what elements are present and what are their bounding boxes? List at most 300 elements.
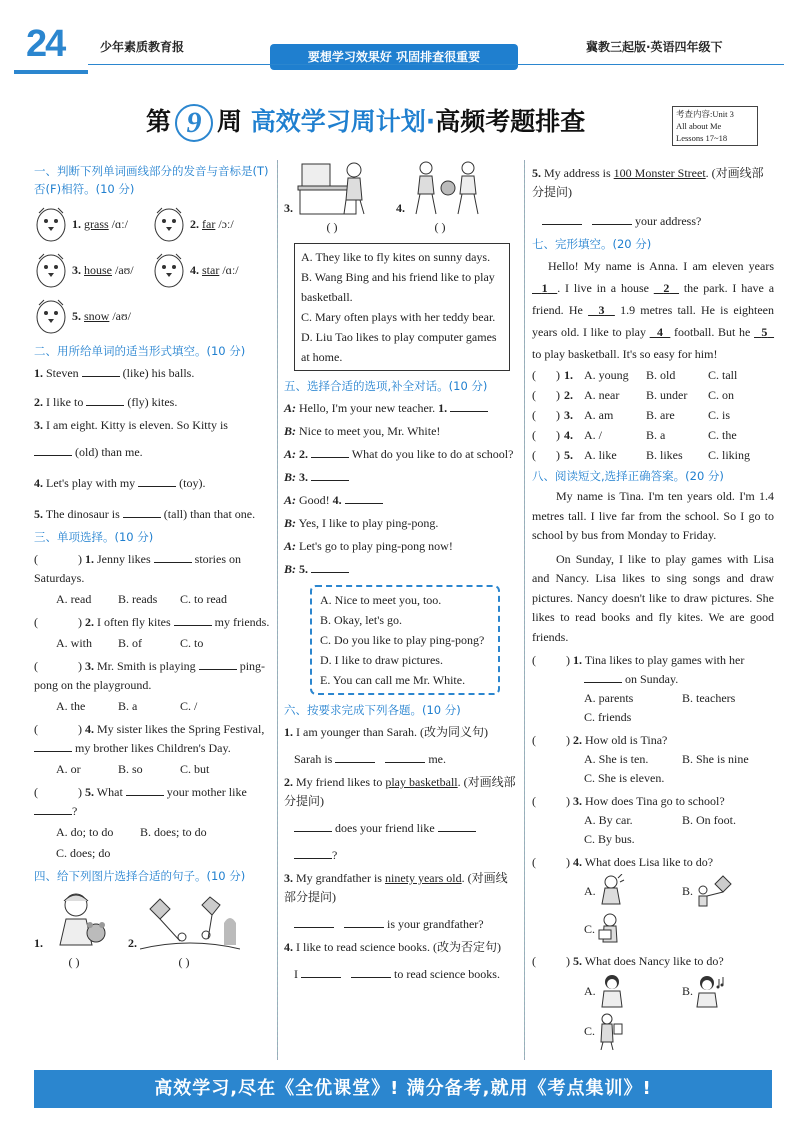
option[interactable]: C. friends xyxy=(584,710,632,724)
speaker: A: xyxy=(284,539,296,553)
option[interactable]: C. By bus. xyxy=(584,832,635,846)
phonics-row xyxy=(34,250,270,290)
blank-number: 2. xyxy=(299,447,308,461)
option[interactable]: B. a xyxy=(118,699,138,713)
edition-label: 冀教三起版·英语四年级下 xyxy=(586,40,723,54)
phonics-item xyxy=(152,251,270,289)
question-number: 2. xyxy=(284,775,293,789)
paren: ) xyxy=(78,659,82,673)
option[interactable]: C. She is eleven. xyxy=(584,771,665,785)
question-text: . (对画线部分提问) xyxy=(284,775,516,808)
girl-singing-icon xyxy=(693,973,729,1009)
section-2-title: 二、用所给单词的适当形式填空。(10 分) xyxy=(34,344,246,358)
answer-slot[interactable] xyxy=(536,385,556,405)
picture-number: 2. xyxy=(128,936,137,950)
title-week-pre: 第 xyxy=(146,107,172,136)
underlined-part: play basketball xyxy=(385,775,458,789)
rewrite-question xyxy=(532,164,774,231)
option: C. Do you like to play ping-pong? xyxy=(320,633,485,647)
question-text: My friend likes to xyxy=(296,775,383,789)
item-number: 3. xyxy=(72,262,81,277)
option-label: B. xyxy=(682,983,694,998)
dialogue-line xyxy=(284,537,518,556)
picture-number: 4. xyxy=(396,201,405,215)
cloze-option-row xyxy=(532,445,774,465)
answer-blank[interactable] xyxy=(123,506,161,518)
item-number: 5. xyxy=(72,308,81,323)
question-text: (toy). xyxy=(179,476,206,490)
question-number: 5. xyxy=(564,448,573,462)
picture-number: 3. xyxy=(284,201,293,215)
option[interactable]: B. under xyxy=(646,388,688,402)
kite-flying-icon xyxy=(693,874,733,908)
option[interactable]: C. on xyxy=(708,388,735,402)
scope-box xyxy=(672,106,758,146)
answer-blank[interactable] xyxy=(294,820,332,832)
item-word: house xyxy=(84,262,112,277)
week-number-badge: 9 xyxy=(175,104,213,142)
cloze-blank[interactable] xyxy=(532,281,557,295)
option[interactable]: A. with xyxy=(56,636,92,650)
cloze-blank[interactable] xyxy=(588,303,615,317)
option[interactable]: A. read xyxy=(56,592,92,606)
answer-blank[interactable] xyxy=(154,551,192,563)
page-number-bar xyxy=(14,70,88,74)
paren: ( xyxy=(532,855,536,869)
answer-slot[interactable] xyxy=(536,405,556,425)
question xyxy=(34,393,270,412)
option[interactable]: A. near xyxy=(584,388,620,402)
options-row xyxy=(34,823,270,842)
answer-blank[interactable] xyxy=(34,803,72,815)
picture-option[interactable] xyxy=(532,910,774,948)
question-number: 5. xyxy=(532,166,541,180)
reading-girl-icon xyxy=(595,912,625,946)
cloze-option-row xyxy=(532,365,774,385)
paren: ) xyxy=(78,552,82,566)
options-row xyxy=(34,697,270,716)
question-number: 3. xyxy=(573,794,582,808)
question-number: 1. xyxy=(564,368,573,382)
paren: ) xyxy=(556,388,560,402)
question-text: (tall) than that one. xyxy=(163,507,256,521)
paren: ( xyxy=(532,653,536,667)
paren: ) xyxy=(566,794,570,808)
answer-blank[interactable] xyxy=(82,365,120,377)
cloze-blank[interactable] xyxy=(754,325,774,339)
chick-icon xyxy=(34,297,68,335)
reading-question xyxy=(532,651,774,727)
question-number: 1. xyxy=(284,725,293,739)
chick-icon xyxy=(152,205,186,243)
option[interactable]: C. but xyxy=(180,762,210,776)
question-number: 2. xyxy=(85,615,94,629)
answer-blank[interactable] xyxy=(311,446,349,458)
option[interactable]: B. On foot. xyxy=(682,813,736,827)
girl-teddy-bear-illustration xyxy=(46,889,114,953)
header-banner: 要想学习效果好 巩固排查很重要 xyxy=(270,44,518,70)
blank-number: 5. xyxy=(299,562,308,576)
answer-slot[interactable] xyxy=(536,425,556,445)
question-text: What does Lisa like to do? xyxy=(584,855,714,869)
cloze-option-row xyxy=(532,425,774,445)
picture-option[interactable] xyxy=(532,1011,774,1051)
question-number: 4. xyxy=(34,476,43,490)
speaker: A: xyxy=(284,447,296,461)
mc-question xyxy=(34,657,270,716)
rewrite-question xyxy=(284,938,518,984)
question-text: Steven xyxy=(46,366,79,380)
paren: ( xyxy=(532,794,536,808)
phonics-row xyxy=(34,204,270,244)
answer-blank[interactable] xyxy=(34,444,72,456)
singing-girl-icon xyxy=(596,874,626,908)
picture-option[interactable] xyxy=(682,973,729,1009)
reading-paragraph: My name is Tina. I'm ten years old. I'm 1.4 metres tall. I live far from the school. So I go to school by bus from Monday to Friday. xyxy=(532,489,774,542)
question-text: Mr. Smith is playing xyxy=(97,659,196,673)
speaker: B: xyxy=(284,424,296,438)
speaker: B: xyxy=(284,516,296,530)
option: A. They like to fly kites on sunny days. xyxy=(301,250,491,264)
section-8-title: 八、阅读短文,选择正确答案。(20 分) xyxy=(532,469,724,483)
option[interactable]: A. do; to do xyxy=(56,825,114,839)
dialogue-line xyxy=(284,468,518,487)
question-text: (like) his balls. xyxy=(122,366,195,380)
answer-blank[interactable] xyxy=(438,820,476,832)
item-word: snow xyxy=(84,308,110,323)
reading-question xyxy=(532,731,774,788)
question-text: my friends. xyxy=(214,615,270,629)
picture-option[interactable] xyxy=(584,973,682,1009)
basketball-illustration xyxy=(408,160,484,218)
passage-text: the park. I have a friend. He xyxy=(532,281,775,317)
paren: ) xyxy=(556,428,560,442)
scope-line-1: 考查内容:Unit 3 xyxy=(676,109,734,119)
option[interactable]: B. a xyxy=(646,428,666,442)
option-label: A. xyxy=(584,983,596,998)
option[interactable]: A. the xyxy=(56,699,86,713)
answer-blanks[interactable] xyxy=(294,916,384,928)
title-main: 高效学习周计划· xyxy=(250,107,436,136)
passage-text: . I live in a house xyxy=(557,281,649,295)
dialogue-text: Yes, I like to play ping-pong. xyxy=(298,516,439,530)
options-row xyxy=(532,811,774,830)
dialogue-text: Let's go to play ping-pong now! xyxy=(299,539,453,553)
header-rule xyxy=(88,64,784,65)
question-text: What xyxy=(96,785,123,799)
picture-item xyxy=(34,889,114,972)
question-number: 5. xyxy=(573,954,582,968)
mc-question xyxy=(34,783,270,863)
phonics-item xyxy=(34,297,152,335)
dialogue-text: What do you like to do at school? xyxy=(351,447,514,461)
column-divider xyxy=(524,160,525,1060)
option[interactable]: B. are xyxy=(646,408,675,422)
paren: ) xyxy=(556,408,560,422)
paren: ( xyxy=(532,954,536,968)
answer-slot[interactable]: ( ) xyxy=(178,955,190,969)
question-text: Jenny likes xyxy=(97,552,151,566)
option: B. Wang Bing and his friend like to play basketball. xyxy=(301,270,495,304)
phonics-item xyxy=(34,205,152,243)
option: D. Liu Tao likes to play computer games at home. xyxy=(301,330,497,364)
blank-number: 3. xyxy=(299,470,308,484)
computer-games-illustration xyxy=(296,160,380,218)
passage-text: Hello! My name is Anna. I am eleven years xyxy=(548,259,774,273)
paren: ( xyxy=(532,368,536,382)
paren: ( xyxy=(34,552,38,566)
answer-blank[interactable] xyxy=(345,492,383,504)
answer-text: does your friend like xyxy=(335,821,435,835)
options-row xyxy=(34,634,270,653)
option[interactable]: B. old xyxy=(646,368,676,382)
item-number: 4. xyxy=(190,262,199,277)
option[interactable]: C. to read xyxy=(180,592,227,606)
answer-blank[interactable] xyxy=(86,394,124,406)
paren: ( xyxy=(532,388,536,402)
option[interactable]: A. By car. xyxy=(584,813,633,827)
option[interactable]: C. tall xyxy=(708,368,738,382)
paren: ( xyxy=(532,428,536,442)
option: A. Nice to meet you, too. xyxy=(320,593,442,607)
column-1 xyxy=(34,160,270,972)
blank-number: 4 xyxy=(657,325,663,339)
option: D. I like to draw pictures. xyxy=(320,653,443,667)
question-number: 4. xyxy=(85,722,94,736)
option-label: B. xyxy=(682,883,694,898)
question-text: my brother likes Children's Day. xyxy=(75,741,231,755)
question-text: . (对画线部分提问) xyxy=(284,871,508,904)
picture-item xyxy=(128,893,240,972)
blank-number: 1. xyxy=(438,401,448,415)
section-4-title: 四、给下列图片选择合适的句子。(10 分) xyxy=(34,869,246,883)
picture-item xyxy=(284,160,380,237)
footer-banner: 高效学习,尽在《全优课堂》! 满分备考,就用《考点集训》! xyxy=(34,1070,772,1108)
column-2 xyxy=(284,160,518,988)
question-text: on Sunday. xyxy=(625,672,679,686)
option[interactable]: B. does; to do xyxy=(140,825,207,839)
paren: ( xyxy=(532,448,536,462)
question-text: How old is Tina? xyxy=(585,733,668,747)
title-sub: 高频考题排查 xyxy=(435,107,586,136)
girl-reading-icon xyxy=(596,973,628,1009)
mc-question xyxy=(34,550,270,609)
scope-line-2: All about Me xyxy=(676,121,722,131)
option[interactable]: A. She is ten. xyxy=(584,752,649,766)
option[interactable]: C. to xyxy=(180,636,204,650)
section-6-title: 六、按要求完成下列各题。(10 分) xyxy=(284,703,461,717)
question-text: . (对画线部分提问) xyxy=(532,166,764,199)
question-text: I am younger than Sarah. (改为同义句) xyxy=(296,725,488,739)
question-text: My sister likes the Spring Festival, xyxy=(97,722,265,736)
paren: ) xyxy=(78,785,82,799)
option: E. You can call me Mr. White. xyxy=(320,673,466,687)
question-number: 3. xyxy=(284,871,293,885)
answer-blanks[interactable] xyxy=(335,751,425,763)
phonics-row xyxy=(34,296,270,336)
section-7-title: 七、完形填空。(20 分) xyxy=(532,237,652,251)
answer-blanks[interactable] xyxy=(542,213,632,225)
dialogue-text: Good! xyxy=(299,493,330,507)
option[interactable]: C. does; do xyxy=(56,846,111,860)
answer-blank[interactable] xyxy=(126,784,164,796)
answer-suffix: me. xyxy=(428,752,446,766)
reading-paragraph: On Sunday, I like to play games with Lisa and Nancy. Lisa likes to sing songs and draw pictures. Nancy doesn't like to draw pictures. She likes to read books and fly kites. We are good friends. xyxy=(532,551,774,644)
answer-text: your address? xyxy=(635,214,702,228)
question xyxy=(34,474,270,493)
question xyxy=(34,505,270,524)
reading-question xyxy=(532,853,774,948)
paren: ( xyxy=(34,659,38,673)
dialogue-line xyxy=(284,399,518,418)
dialogue-options-box xyxy=(310,585,500,695)
speaker: A: xyxy=(284,493,296,507)
option[interactable]: C. the xyxy=(708,428,737,442)
picture-row xyxy=(34,889,270,972)
chick-icon xyxy=(34,251,68,289)
question-text: How does Tina go to school? xyxy=(585,794,725,808)
option[interactable]: A. / xyxy=(584,428,602,442)
option[interactable]: C. / xyxy=(180,699,198,713)
column-divider xyxy=(277,160,278,1060)
phonics-item xyxy=(152,205,270,243)
option[interactable]: C. liking xyxy=(708,448,751,462)
answer-blank[interactable] xyxy=(584,671,622,683)
question-text: Tina likes to play games with her xyxy=(584,653,745,667)
blank-number: 4. xyxy=(332,493,342,507)
rewrite-question xyxy=(284,773,518,865)
option: C. Mary often plays with her teddy bear. xyxy=(301,310,496,324)
question-text: My address is xyxy=(544,166,611,180)
speaker: B: xyxy=(284,562,296,576)
item-phonetic: /aʊ/ xyxy=(112,308,131,323)
girl-drawing-icon xyxy=(595,1012,623,1050)
picture-number: 1. xyxy=(34,936,43,950)
answer-slot[interactable]: ( ) xyxy=(326,220,338,234)
question-text: Let's play with my xyxy=(46,476,136,490)
options-row xyxy=(34,760,270,779)
option[interactable]: B. so xyxy=(118,762,143,776)
question-number: 5. xyxy=(85,785,94,799)
dialogue-line xyxy=(284,491,518,510)
question-text: What does Nancy like to do? xyxy=(584,954,724,968)
dialogue-line xyxy=(284,422,518,441)
option[interactable]: B. She is nine xyxy=(682,752,749,766)
underlined-part: ninety years old xyxy=(384,871,462,885)
paren: ) xyxy=(78,615,82,629)
option[interactable]: A. young xyxy=(584,368,629,382)
picture-options xyxy=(532,971,774,1011)
phonics-item xyxy=(34,251,152,289)
answer-blank[interactable] xyxy=(174,614,212,626)
question-number: 4. xyxy=(564,428,573,442)
option-label: C. xyxy=(584,1023,596,1038)
question-text: My grandfather is xyxy=(296,871,382,885)
answer-prefix: I xyxy=(294,967,298,981)
paren: ) xyxy=(566,653,570,667)
option: B. Okay, let's go. xyxy=(320,613,403,627)
answer-blank[interactable] xyxy=(294,847,332,859)
answer-blank[interactable] xyxy=(311,469,349,481)
question-number: 5. xyxy=(34,507,43,521)
kite-flying-illustration xyxy=(140,893,240,953)
cloze-option-row xyxy=(532,385,774,405)
options-row xyxy=(34,590,270,609)
answer-slot[interactable] xyxy=(536,445,556,465)
section-5-title: 五、选择合适的选项,补全对话。(10 分) xyxy=(284,379,488,393)
dialogue-text: Hello, I'm your new teacher. xyxy=(299,401,436,415)
question-text: ping-pong on the playground. xyxy=(34,659,266,692)
question-text: I like to read science books. (改为否定句) xyxy=(296,940,501,954)
passage-text: football. But he xyxy=(674,325,751,339)
item-number: 1. xyxy=(72,216,81,231)
answer-blank[interactable] xyxy=(34,740,72,752)
blank-number: 5 xyxy=(761,325,768,339)
picture-option[interactable] xyxy=(584,874,682,908)
option[interactable]: A. like xyxy=(584,448,617,462)
option[interactable]: B. teachers xyxy=(682,691,736,705)
question-number: 3. xyxy=(34,418,43,432)
paren: ( xyxy=(532,733,536,747)
cloze-passage xyxy=(532,255,774,365)
reading-question xyxy=(532,792,774,849)
paren: ) xyxy=(556,368,560,382)
question-text: I often fly kites xyxy=(97,615,171,629)
answer-slot[interactable]: ( ) xyxy=(68,955,80,969)
answer-blank[interactable] xyxy=(138,475,176,487)
scope-line-3: Lessons 17~18 xyxy=(676,133,728,143)
page-number: 24 xyxy=(26,23,65,65)
cloze-blank[interactable] xyxy=(650,325,671,339)
option[interactable]: B. likes xyxy=(646,448,683,462)
answer-blanks[interactable] xyxy=(301,966,391,978)
question-number: 4. xyxy=(573,855,582,869)
cloze-blank[interactable] xyxy=(654,281,679,295)
option[interactable]: B. of xyxy=(118,636,142,650)
paren: ( xyxy=(34,722,38,736)
answer-slot[interactable]: ( ) xyxy=(434,220,446,234)
section-3-title: 三、单项选择。(10 分) xyxy=(34,530,154,544)
question-text: stories on Saturdays. xyxy=(34,552,242,585)
question xyxy=(34,416,270,462)
question-text: (fly) kites. xyxy=(127,395,178,409)
question-text: ? xyxy=(72,804,78,818)
picture-option[interactable] xyxy=(682,874,733,908)
picture-options xyxy=(532,872,774,910)
question-text: your mother like xyxy=(166,785,247,799)
reading-question xyxy=(532,952,774,1051)
option[interactable]: B. reads xyxy=(118,592,158,606)
option[interactable]: A. parents xyxy=(584,691,634,705)
blank-number: 1 xyxy=(541,281,548,295)
question-text: I like to xyxy=(46,395,84,409)
question xyxy=(34,364,270,383)
answer-blank[interactable] xyxy=(199,658,237,670)
option[interactable]: A. or xyxy=(56,762,81,776)
answer-blank[interactable] xyxy=(311,561,349,573)
option[interactable]: C. is xyxy=(708,408,731,422)
option[interactable]: A. am xyxy=(584,408,614,422)
answer-slot[interactable] xyxy=(536,365,556,385)
item-word: grass xyxy=(84,216,109,231)
chick-icon xyxy=(152,251,186,289)
picture-item xyxy=(396,160,484,237)
paren: ( xyxy=(532,408,536,422)
question-number: 4. xyxy=(284,940,293,954)
answer-blank[interactable] xyxy=(450,400,488,412)
answer-text: ? xyxy=(332,848,338,862)
paren: ) xyxy=(566,733,570,747)
